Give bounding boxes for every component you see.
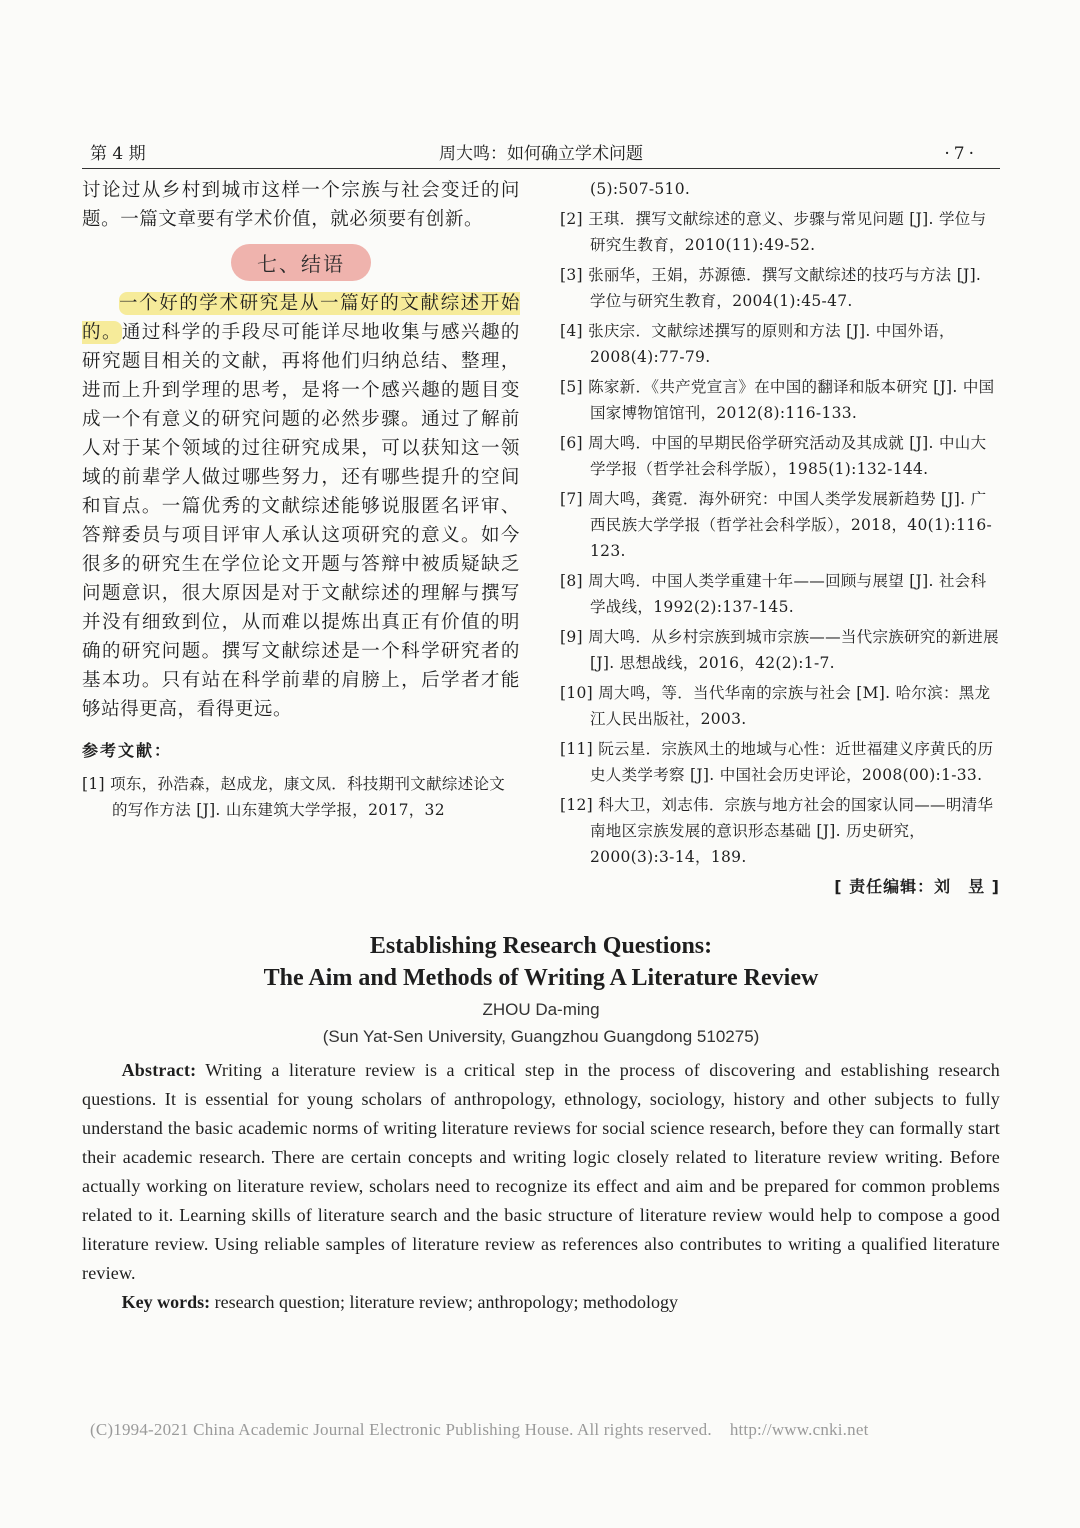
reference-item: [2] 王琪．撰写文献综述的意义、步骤与常见问题 [J]. 学位与研究生教育，2010(11):49-52.: [560, 210, 987, 254]
left-column: [82, 176, 520, 827]
reference-item: [4] 张庆宗．文献综述撰写的原则和方法 [J]. 中国外语，2008(4):77-79.: [560, 322, 955, 366]
keywords-label: Key words:: [121, 1292, 211, 1312]
issue-number: 第 4 期: [90, 144, 146, 164]
reference-item: [12] 科大卫，刘志伟．宗族与地方社会的国家认同——明清华南地区宗族发展的意识形态基础 [J]. 历史研究，2000(3):3-14，189.: [560, 796, 994, 866]
right-column: [560, 176, 1000, 897]
reference-item: [1] 项东，孙浩森，赵成龙，康文凤．科技期刊文献综述论文的写作方法 [J]. 山东建筑大学学报，2017，32: [82, 775, 506, 819]
copyright-text: (C)1994-2021 China Academic Journal Electronic Publishing House. All rights reserved.: [90, 1420, 712, 1439]
highlighted-sentence: 一个好的学术研究是从一篇好的文献综述开始的。: [82, 293, 520, 343]
english-author: ZHOU Da-ming: [482, 1000, 600, 1019]
reference-item: [11] 阮云星．宗族风土的地域与心性：近世福建义序黄氏的历史人类学考察 [J]. 中国社会历史评论，2008(00):1-33.: [560, 740, 994, 784]
reference-item: [5] 陈家新．《共产党宣言》在中国的翻译和版本研究 [J]. 中国国家博物馆馆刊，2012(8):116-133.: [560, 378, 995, 422]
reference-item: [3] 张丽华，王娟，苏源德．撰写文献综述的技巧与方法 [J]. 学位与研究生教育，2004(1):45-47.: [560, 266, 982, 310]
intro-paragraph: 讨论过从乡村到城市这样一个宗族与社会变迁的问题。一篇文章要有学术价值，就必须要有创新。: [82, 180, 520, 230]
section-heading: 七、结语: [231, 244, 371, 281]
reference-continuation: (5):507-510.: [590, 180, 691, 198]
responsible-editor: [ 责任编辑：刘 昱 ]: [834, 877, 1000, 896]
english-abstract: [82, 1056, 1000, 1288]
english-abstract-block: [82, 930, 1000, 1317]
references-title: 参考文献：: [82, 741, 173, 760]
reference-item: [8] 周大鸣．中国人类学重建十年——回顾与展望 [J]. 社会科学战线，1992(2):137-145.: [560, 572, 987, 616]
copyright-footer: [90, 1420, 869, 1440]
footer-url: http://www.cnki.net: [729, 1420, 869, 1439]
conclusion-paragraph: [82, 289, 520, 724]
abstract-text: Writing a literature review is a critical step in the process of discovering and establishing research questions. It is essential for young scholars of anthropology, ethnology, sociology, history and other subjects to fully understand the basic academic norms of writing literature reviews for social science research, before they can formally start their academic research. There are certain concepts and writing logic closely related to literature review writing. Before actually working on literature review, scholars need to recognize its effect and aim and be prepared for common problems related to it. Learning skills of literature search and the basic structure of literature review would help to compose a good literature review. Using reliable samples of literature review as references also contributes to writing a qualified literature review.: [82, 1060, 1000, 1283]
english-keywords: [82, 1288, 1000, 1317]
running-title: 周大鸣：如何确立学术问题: [439, 144, 643, 164]
conclusion-text: 通过科学的手段尽可能详尽地收集与感兴趣的研究题目相关的文献，再将他们归纳总结、整理，进而上升到学理的思考，是将一个感兴趣的题目变成一个有意义的研究问题的必然步骤。通过了解前人对于某个领域的过往研究成果，可以获知这一领域的前辈学人做过哪些努力，还有哪些提升的空间和盲点。一篇优秀的文献综述能够说服匿名评审、答辩委员与项目评审人承认这项研究的意义。如今很多的研究生在学位论文开题与答辩中被质疑缺乏问题意识，很大原因是对于文献综述的理解与撰写并没有细致到位，从而难以提炼出真正有价值的明确的研究问题。撰写文献综述是一个科学研究者的基本功。只有站在科学前辈的肩膀上，后学者才能够站得更高，看得更远。: [82, 322, 520, 720]
reference-item: [6] 周大鸣．中国的早期民俗学研究活动及其成就 [J]. 中山大学学报（哲学社会科学版），1985(1):132-144.: [560, 434, 987, 478]
english-title-line-2: The Aim and Methods of Writing A Literature Review: [263, 965, 819, 991]
reference-item: [7] 周大鸣，龚霓．海外研究：中国人类学发展新趋势 [J]. 广西民族大学学报（哲学社会科学版），2018，40(1):116-123.: [560, 490, 993, 560]
section-heading-wrap: [82, 244, 520, 281]
reference-item: [10] 周大鸣，等．当代华南的宗族与社会 [M]. 哈尔滨：黑龙江人民出版社，2003.: [560, 684, 991, 728]
keywords-text: research question; literature review; anthropology; methodology: [210, 1292, 678, 1312]
english-title-line-1: Establishing Research Questions:: [369, 933, 713, 959]
page-number: ·7·: [944, 144, 978, 164]
abstract-label: Abstract:: [121, 1060, 197, 1080]
reference-item: [9] 周大鸣．从乡村宗族到城市宗族——当代宗族研究的新进展 [J]. 思想战线，2016，42(2):1-7.: [560, 628, 999, 672]
english-affiliation: (Sun Yat-Sen University, Guangzhou Guangdong 510275): [322, 1027, 760, 1046]
running-header: [82, 142, 1000, 169]
